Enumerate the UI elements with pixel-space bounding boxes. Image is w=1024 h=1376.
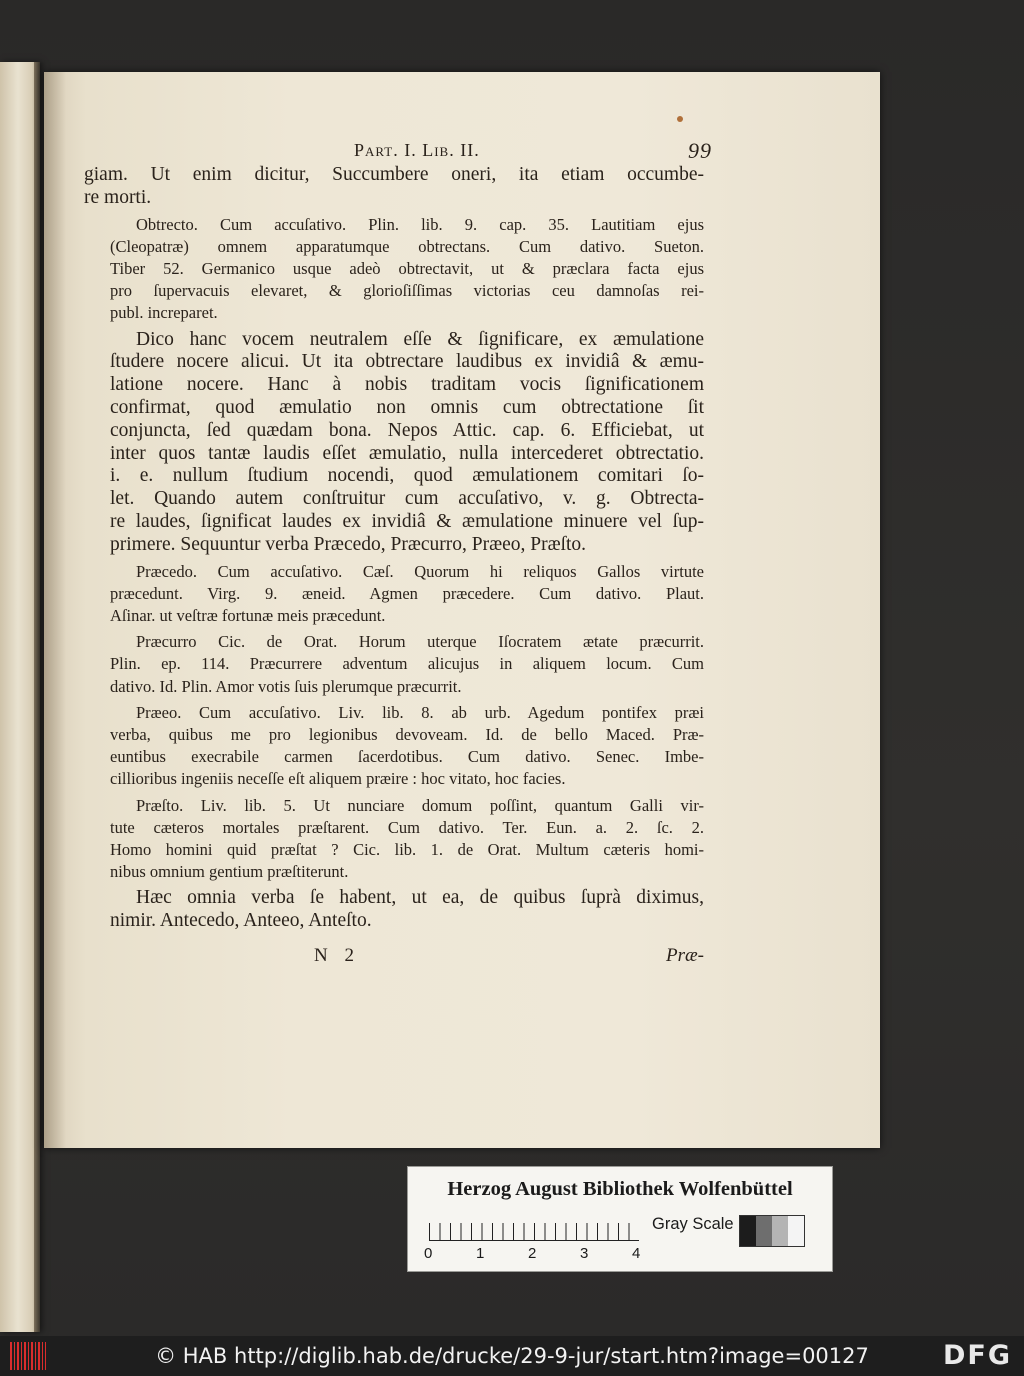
institution-name: Herzog August Bibliothek Wolfenbüttel — [447, 1178, 793, 1200]
text-line: tute cæteros mortales præſtarent. Cum dativo. Ter. Eun. a. 2. ſc. 2. — [110, 817, 704, 837]
text-line: Tiber 52. Germanico usque adeò obtrectavit, ut & præclara facta ejus — [110, 259, 704, 278]
text-line: Homo homini quid præſtat ? Cic. lib. 1. de Orat. Multum cæteris homi- — [110, 840, 704, 860]
text-line: i. e. nullum ſtudium nocendi, quod æmulationem comitari ſo- — [110, 465, 704, 487]
paragraph — [84, 795, 704, 884]
text-line: re morti. — [84, 186, 152, 208]
signature-mark: N 2 — [314, 945, 360, 967]
text-line: confirmat, quod æmulatio non omnis cum obtrectatione ſit — [110, 397, 704, 418]
text-line: euntibus execrabile carmen ſacerdotibus. Cum dativo. Senec. Imbe- — [110, 747, 704, 767]
catchword: Præ- — [666, 945, 704, 967]
text-line: re laudes, ſignificat laudes ex invidiâ & æmulatione minuere vel ſup- — [110, 510, 704, 532]
ruler-number: 3 — [580, 1245, 589, 1262]
text-line: Dico hanc vocem neutralem eſſe & ſignificare, ex æmulatione — [136, 328, 704, 350]
previous-page-edge — [0, 62, 40, 1332]
text-line: pro ſupervacuis elevaret, & glorioſiſſimas victorias ceu damnoſas rei- — [110, 281, 704, 301]
text-line: dativo. Id. Plin. Amor votis ſuis plerumque præcurrit. — [110, 676, 462, 696]
text-line: Plin. ep. 114. Præcurrere adventum alicujus in aliquem locum. Cum — [110, 654, 704, 674]
ruler-number: 0 — [424, 1245, 433, 1262]
ruler-baseline — [429, 1240, 639, 1241]
paragraph — [84, 561, 704, 628]
text-line: verba, quibus me pro legionibus devoveam. Id. de bello Maced. Præ- — [110, 725, 704, 744]
running-head: Part. I. Lib. II. — [354, 140, 480, 160]
paper-speck — [677, 116, 683, 122]
ruler-mask — [429, 1211, 639, 1223]
book-gutter — [34, 62, 40, 1332]
gray-scale-patches — [739, 1215, 805, 1247]
dfg-logo: DFG — [942, 1340, 1012, 1371]
text-line: nimir. Antecedo, Anteeo, Anteſto. — [110, 910, 372, 932]
text-line: inter quos tantæ laudis eſſet æmulatio, nulla intercederet obtrectatio. — [110, 442, 704, 464]
paragraph — [84, 702, 704, 791]
text-line: (Cleopatræ) omnem apparatumque obtrectans. Cum dativo. Sueton. — [110, 236, 704, 256]
text-line: conjuncta, ſed quædam bona. Nepos Attic. cap. 6. Efficiebat, ut — [110, 419, 704, 441]
text-line: Præcedo. Cum accuſativo. Cæſ. Quorum hi reliquos Gallos virtute — [136, 561, 704, 581]
page-number: 99 — [688, 138, 712, 163]
paragraph — [84, 164, 704, 210]
text-line: publ. increparet. — [110, 303, 218, 323]
gray-scale-label: Gray Scale — [652, 1215, 734, 1233]
paragraph — [84, 631, 704, 698]
page-spine-shadow — [44, 72, 66, 1148]
centimeter-ruler — [429, 1211, 639, 1241]
ruler-number: 4 — [632, 1245, 641, 1262]
paragraph — [84, 329, 704, 557]
book-page — [44, 72, 880, 1148]
gray-patch — [756, 1216, 772, 1246]
page-body — [84, 164, 704, 933]
text-line: Aſinar. ut veſtræ fortunæ meis præcedunt. — [110, 605, 386, 625]
page-text — [84, 138, 712, 971]
footer-credit[interactable]: © HAB http://diglib.hab.de/drucke/29-9-jur/start.htm?image=00127 — [155, 1344, 869, 1368]
footer-bar — [0, 1336, 1024, 1376]
hab-color-card — [407, 1166, 833, 1272]
text-line: latione nocere. Hanc à nobis traditam vocis ſignificationem — [110, 374, 704, 396]
text-line: nibus omnium gentium præſtiterunt. — [110, 862, 349, 882]
page-header — [354, 138, 712, 164]
text-line: let. Quando autem conſtruitur cum accuſativo, v. g. Obtrecta- — [110, 488, 704, 510]
text-line: ſtudere nocere alicui. Ut ita obtrectare laudibus ex invidiâ & æmu- — [110, 351, 704, 373]
paragraph — [84, 887, 704, 933]
page-foot — [84, 941, 704, 971]
ruler-numbers — [424, 1245, 664, 1265]
text-line: giam. Ut enim dicitur, Succumbere oneri, ita etiam occumbe- — [84, 164, 704, 185]
gray-patch — [740, 1216, 756, 1246]
gray-patch — [772, 1216, 788, 1246]
text-line: Præeo. Cum accuſativo. Liv. lib. 8. ab urb. Agedum pontifex præi — [136, 702, 704, 722]
text-line: Obtrecto. Cum accuſativo. Plin. lib. 9. cap. 35. Lautitiam ejus — [136, 214, 704, 234]
text-line: Hæc omnia verba ſe habent, ut ea, de quibus ſuprà diximus, — [136, 887, 704, 909]
paragraph — [84, 214, 704, 325]
ruler-number: 1 — [476, 1245, 485, 1262]
text-line: primere. Sequuntur verba Præcedo, Præcurro, Præeo, Præſto. — [110, 533, 587, 555]
text-line: Præſto. Liv. lib. 5. Ut nunciare domum poſſint, quantum Galli vir- — [136, 795, 704, 815]
text-line: cillioribus ingeniis neceſſe eſt aliquem præire : hoc vitato, hoc facies. — [110, 769, 566, 789]
text-line: Præcurro Cic. de Orat. Horum uterque Iſocratem ætate præcurrit. — [136, 632, 704, 652]
ruler-number: 2 — [528, 1245, 537, 1262]
text-line: præcedunt. Virg. 9. æneid. Agmen præcedere. Cum dativo. Plaut. — [110, 583, 704, 603]
gray-patch — [788, 1216, 804, 1246]
